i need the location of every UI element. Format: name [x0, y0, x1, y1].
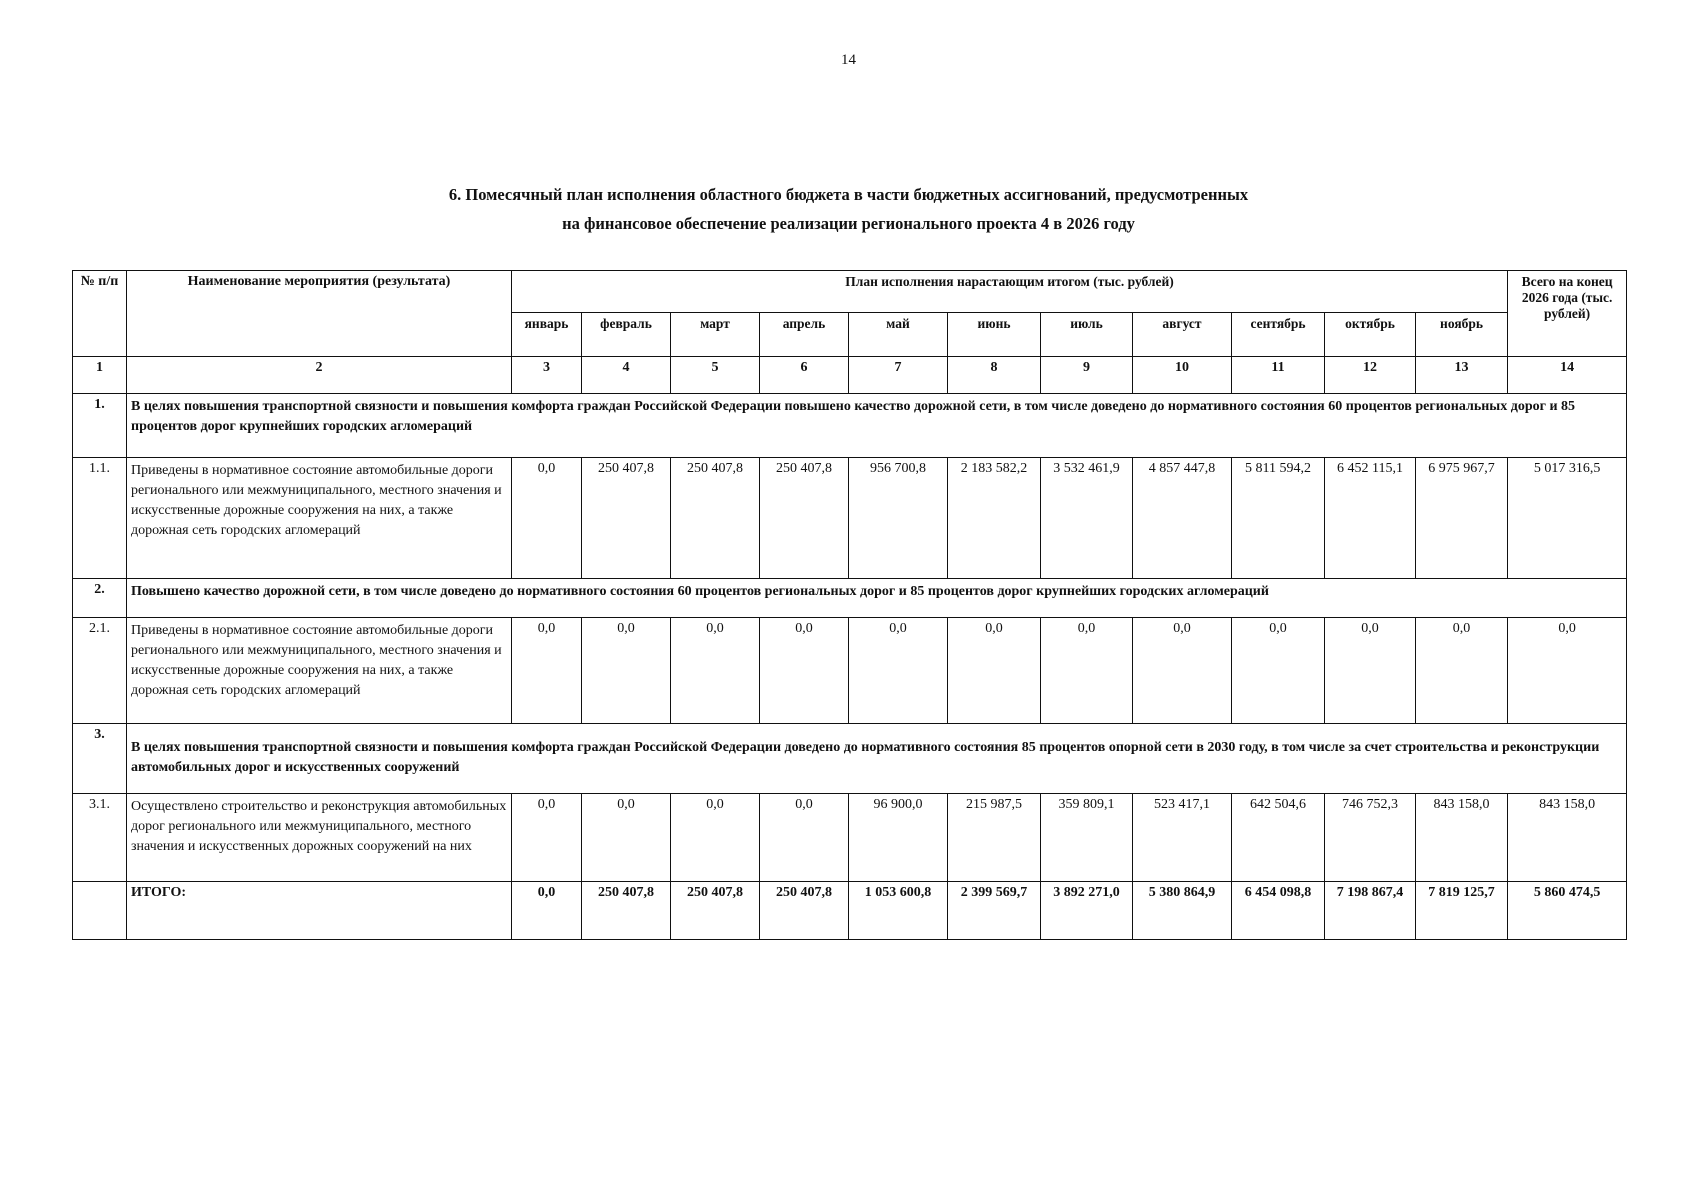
value-cell: 0,0 [512, 618, 582, 724]
column-number: 13 [1416, 357, 1508, 394]
month-header: апрель [760, 313, 849, 357]
header-name: Наименование мероприятия (результата) [127, 271, 512, 357]
total-value: 1 053 600,8 [849, 882, 948, 940]
item-number: 1.1. [73, 458, 127, 579]
value-cell: 0,0 [948, 618, 1041, 724]
column-number: 1 [73, 357, 127, 394]
value-cell: 250 407,8 [671, 458, 760, 579]
value-cell: 6 975 967,7 [1416, 458, 1508, 579]
value-cell: 4 857 447,8 [1133, 458, 1232, 579]
value-cell: 215 987,5 [948, 794, 1041, 882]
month-header: май [849, 313, 948, 357]
total-value: 7 819 125,7 [1416, 882, 1508, 940]
value-cell: 0,0 [760, 794, 849, 882]
header-num: № п/п [73, 271, 127, 357]
column-number: 12 [1325, 357, 1416, 394]
value-cell: 0,0 [1508, 618, 1627, 724]
total-value: 250 407,8 [582, 882, 671, 940]
value-cell: 843 158,0 [1416, 794, 1508, 882]
value-cell: 0,0 [671, 618, 760, 724]
column-number: 11 [1232, 357, 1325, 394]
column-number: 9 [1041, 357, 1133, 394]
column-number: 7 [849, 357, 948, 394]
section-title: В целях повышения транспортной связности и повышения комфорта граждан Российской Федерации доведено до нормативного состояния 85 процентов опорной сети в 2030 году, в том числе за счет строительства и реконструкции автомобильных дорог и искусственных сооружений [127, 724, 1627, 794]
table-row [73, 794, 1627, 882]
value-cell: 956 700,8 [849, 458, 948, 579]
value-cell: 746 752,3 [1325, 794, 1416, 882]
total-empty-cell [73, 882, 127, 940]
page-number: 14 [841, 52, 856, 68]
item-number: 2.1. [73, 618, 127, 724]
value-cell: 0,0 [512, 794, 582, 882]
month-header: январь [512, 313, 582, 357]
value-cell: 0,0 [1133, 618, 1232, 724]
header-total: Всего на конец 2026 года (тыс. рублей) [1508, 271, 1627, 357]
month-header: февраль [582, 313, 671, 357]
value-cell: 0,0 [1416, 618, 1508, 724]
item-number: 3.1. [73, 794, 127, 882]
value-cell: 96 900,0 [849, 794, 948, 882]
value-cell: 3 532 461,9 [1041, 458, 1133, 579]
value-cell: 0,0 [582, 794, 671, 882]
value-cell: 0,0 [849, 618, 948, 724]
column-number-row [73, 357, 1627, 394]
column-number: 14 [1508, 357, 1627, 394]
value-cell: 0,0 [760, 618, 849, 724]
section-title: Повышено качество дорожной сети, в том числе доведено до нормативного состояния 60 процентов региональных дорог и 85 процентов дорог крупнейших городских агломераций [127, 579, 1627, 618]
total-value: 0,0 [512, 882, 582, 940]
header-plan: План исполнения нарастающим итогом (тыс. рублей) [512, 271, 1508, 313]
value-cell: 5 811 594,2 [1232, 458, 1325, 579]
item-name: Осуществлено строительство и реконструкция автомобильных дорог регионального или межмуниципального, местного значения и искусственных дорожных сооружений на них [127, 794, 512, 882]
value-cell: 523 417,1 [1133, 794, 1232, 882]
section-number: 2. [73, 579, 127, 618]
value-cell: 0,0 [1232, 618, 1325, 724]
column-number: 4 [582, 357, 671, 394]
section-title: В целях повышения транспортной связности и повышения комфорта граждан Российской Федерации повышено качество дорожной сети, в том числе доведено до нормативного состояния 60 процентов региональных дорог и 85 процентов дорог крупнейших городских агломераций [127, 394, 1627, 458]
total-row [73, 882, 1627, 940]
column-number: 6 [760, 357, 849, 394]
section-row [73, 579, 1627, 618]
value-cell: 0,0 [512, 458, 582, 579]
table-row [73, 458, 1627, 579]
value-cell: 0,0 [671, 794, 760, 882]
total-value: 5 380 864,9 [1133, 882, 1232, 940]
value-cell: 250 407,8 [760, 458, 849, 579]
title-line-1: 6. Помесячный план исполнения областного бюджета в части бюджетных ассигнований, предусмотренных [448, 185, 1249, 204]
value-cell: 5 017 316,5 [1508, 458, 1627, 579]
table-row [73, 618, 1627, 724]
value-cell: 6 452 115,1 [1325, 458, 1416, 579]
value-cell: 2 183 582,2 [948, 458, 1041, 579]
month-header: июнь [948, 313, 1041, 357]
total-value: 3 892 271,0 [1041, 882, 1133, 940]
column-number: 5 [671, 357, 760, 394]
value-cell: 250 407,8 [582, 458, 671, 579]
value-cell: 642 504,6 [1232, 794, 1325, 882]
total-value: 250 407,8 [760, 882, 849, 940]
item-name: Приведены в нормативное состояние автомобильные дороги регионального или межмуниципального, местного значения и искусственные дорожные сооружения на них, а также дорожная сеть городских агломераций [127, 618, 512, 724]
month-header: август [1133, 313, 1232, 357]
column-number: 8 [948, 357, 1041, 394]
month-header: март [671, 313, 760, 357]
value-cell: 0,0 [1041, 618, 1133, 724]
value-cell: 0,0 [1325, 618, 1416, 724]
month-header: сентябрь [1232, 313, 1325, 357]
column-number: 3 [512, 357, 582, 394]
section-number: 3. [73, 724, 127, 794]
column-number: 2 [127, 357, 512, 394]
section-row [73, 394, 1627, 458]
value-cell: 0,0 [582, 618, 671, 724]
total-value: 6 454 098,8 [1232, 882, 1325, 940]
month-header: октябрь [1325, 313, 1416, 357]
section-number: 1. [73, 394, 127, 458]
title-line-2: на финансовое обеспечение реализации регионального проекта 4 в 2026 году [562, 214, 1135, 233]
section-row [73, 724, 1627, 794]
total-value: 2 399 569,7 [948, 882, 1041, 940]
value-cell: 843 158,0 [1508, 794, 1627, 882]
total-value: 7 198 867,4 [1325, 882, 1416, 940]
budget-plan-table [72, 270, 1627, 940]
month-header: июль [1041, 313, 1133, 357]
column-number: 10 [1133, 357, 1232, 394]
value-cell: 359 809,1 [1041, 794, 1133, 882]
item-name: Приведены в нормативное состояние автомобильные дороги регионального или межмуниципального, местного значения и искусственные дорожные сооружения на них, а также дорожная сеть городских агломераций [127, 458, 512, 579]
document-title [0, 180, 1697, 238]
total-value: 250 407,8 [671, 882, 760, 940]
total-value: 5 860 474,5 [1508, 882, 1627, 940]
month-header: ноябрь [1416, 313, 1508, 357]
total-label: ИТОГО: [127, 882, 512, 940]
